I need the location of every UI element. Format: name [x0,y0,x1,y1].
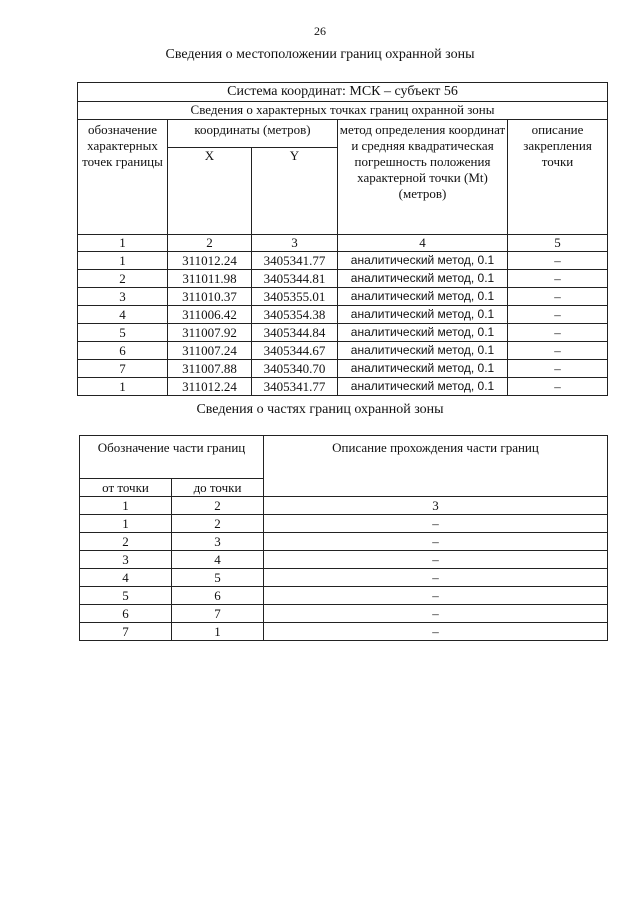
y-cell: 3405344.84 [252,324,338,342]
x-cell: 311011.98 [168,270,252,288]
column-number: 2 [168,235,252,252]
description-cell: – [508,378,608,396]
description-cell: – [508,252,608,270]
method-header: метод определения координат и средняя квадратическая погрешность положения характерной точки (Mt) (метров) [338,120,508,235]
table-row [78,342,608,360]
table-row [78,270,608,288]
x-cell: 311007.88 [168,360,252,378]
y-header: Y [252,148,338,235]
column-number: 3 [264,497,608,515]
column-number: 2 [172,497,264,515]
table-row [78,306,608,324]
from-point-header: от точки [80,479,172,497]
description-cell: – [508,306,608,324]
from-point-cell: 1 [80,515,172,533]
y-cell: 3405354.38 [252,306,338,324]
page-number: 26 [314,24,326,38]
column-number-row [80,497,608,515]
description-cell: – [508,324,608,342]
method-cell: аналитический метод, 0.1 [338,360,508,378]
method-cell: аналитический метод, 0.1 [338,378,508,396]
y-cell: 3405344.81 [252,270,338,288]
description-cell: – [264,569,608,587]
table-row [80,569,608,587]
x-cell: 311007.24 [168,342,252,360]
y-cell: 3405340.70 [252,360,338,378]
point-cell: 4 [78,306,168,324]
table-row [78,324,608,342]
from-point-cell: 4 [80,569,172,587]
point-cell: 1 [78,378,168,396]
description-cell: – [264,587,608,605]
from-point-cell: 2 [80,533,172,551]
table-row [78,252,608,270]
to-point-cell: 6 [172,587,264,605]
method-cell: аналитический метод, 0.1 [338,324,508,342]
point-cell: 2 [78,270,168,288]
table-row [80,515,608,533]
description-cell: – [508,288,608,306]
method-cell: аналитический метод, 0.1 [338,306,508,324]
from-point-cell: 5 [80,587,172,605]
column-number: 4 [338,235,508,252]
point-cell: 1 [78,252,168,270]
description-cell: – [264,515,608,533]
location-heading: Сведения о местоположении границ охранной зоны [165,47,475,62]
parts-heading: Сведения о частях границ охранной зоны [196,402,444,417]
y-cell: 3405344.67 [252,342,338,360]
table-row [78,360,608,378]
description-cell: – [264,551,608,569]
x-cell: 311012.24 [168,378,252,396]
point-cell: 3 [78,288,168,306]
column-number: 1 [78,235,168,252]
table-row [80,533,608,551]
point-cell: 7 [78,360,168,378]
description-cell: – [264,623,608,641]
method-cell: аналитический метод, 0.1 [338,288,508,306]
coordinates-table [77,82,608,396]
description-cell: – [508,360,608,378]
y-cell: 3405341.77 [252,378,338,396]
to-point-cell: 5 [172,569,264,587]
method-cell: аналитический метод, 0.1 [338,342,508,360]
table-row [78,288,608,306]
part-designation-header: Обозначение части границ [80,436,264,479]
x-cell: 311010.37 [168,288,252,306]
description-cell: – [508,270,608,288]
to-point-cell: 2 [172,515,264,533]
y-cell: 3405341.77 [252,252,338,270]
from-point-cell: 6 [80,605,172,623]
point-cell: 6 [78,342,168,360]
table-row [80,587,608,605]
part-description-header: Описание прохождения части границ [264,436,608,497]
point-designation-header: обозначение характерных точек границы [78,120,168,235]
to-point-cell: 1 [172,623,264,641]
from-point-cell: 7 [80,623,172,641]
column-number: 1 [80,497,172,515]
column-number: 3 [252,235,338,252]
coordinates-header: координаты (метров) [168,120,338,148]
x-cell: 311006.42 [168,306,252,324]
y-cell: 3405355.01 [252,288,338,306]
points-section-title: Сведения о характерных точках границ охранной зоны [78,102,608,120]
table-row [78,378,608,396]
table-row [80,551,608,569]
point-cell: 5 [78,324,168,342]
to-point-cell: 4 [172,551,264,569]
column-number: 5 [508,235,608,252]
method-cell: аналитический метод, 0.1 [338,252,508,270]
from-point-cell: 3 [80,551,172,569]
table-row [80,605,608,623]
boundary-parts-table [79,435,608,641]
method-cell: аналитический метод, 0.1 [338,270,508,288]
to-point-cell: 3 [172,533,264,551]
coordinate-system-title: Система координат: МСК – субъект 56 [78,83,608,102]
x-header: X [168,148,252,235]
description-cell: – [508,342,608,360]
fixing-description-header: описание закрепления точки [508,120,608,235]
table-row [80,623,608,641]
description-cell: – [264,533,608,551]
to-point-cell: 7 [172,605,264,623]
to-point-header: до точки [172,479,264,497]
x-cell: 311007.92 [168,324,252,342]
x-cell: 311012.24 [168,252,252,270]
column-number-row [78,235,608,252]
description-cell: – [264,605,608,623]
